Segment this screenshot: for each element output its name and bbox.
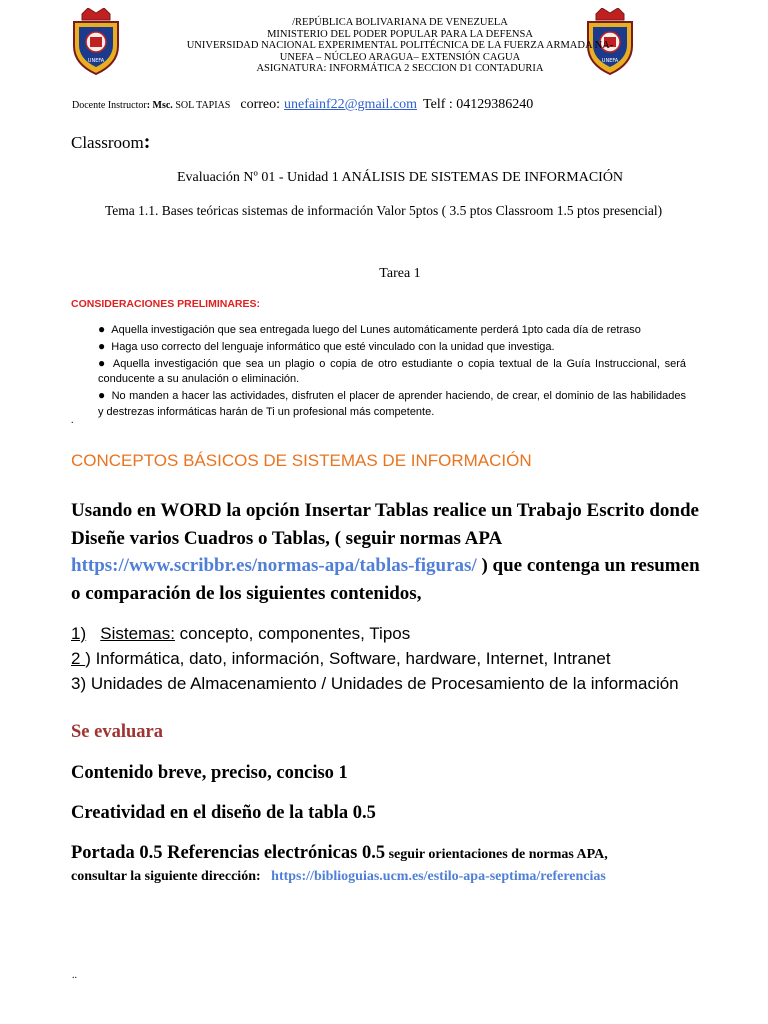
instructions-text-1: Usando en WORD la opción Insertar Tablas realice un Trabajo Escrito donde Diseñe varios Cuadros o Tablas, ( seguir normas APA — [71, 500, 699, 549]
instructions-text-2: ) que contenga un resumen o comparación de los siguientes contenidos, — [71, 555, 700, 604]
instructor-prefix: Docente Instructor — [72, 100, 147, 111]
email-link[interactable]: unefainf22@gmail.com — [284, 97, 418, 112]
apa-references-link[interactable]: https://biblioguias.ucm.es/estilo-apa-septima/referencias — [271, 869, 606, 884]
list-item: ● Haga uso correcto del lenguaje informático que esté vinculado con la unidad que investiga. — [98, 338, 555, 353]
considerations-list — [98, 322, 686, 421]
item-text: concepto, componentes, Tipos — [174, 624, 411, 643]
list-item — [71, 621, 727, 646]
list-item: ● Aquella investigación que sea un plagio o copia de otro estudiante o copia textual de la Guía Instruccional, será conducente a su anulación o eliminación. — [98, 355, 686, 386]
item-number: 2 — [71, 649, 86, 668]
svg-text:UNEFA: UNEFA — [601, 58, 619, 64]
criterion-cover-references — [71, 843, 608, 864]
instructor-title: : Msc. — [146, 100, 173, 111]
contents-list — [71, 621, 727, 696]
institution-header — [140, 17, 660, 75]
email-label: correo: — [240, 97, 281, 112]
section-title: CONCEPTOS BÁSICOS DE SISTEMAS DE INFORMACIÓN — [71, 451, 532, 470]
header-line: UNIVERSIDAD NACIONAL EXPERIMENTAL POLITÉCNICA DE LA FUERZA ARMADA NA- — [186, 40, 614, 51]
criterion-cover-text: Portada 0.5 Referencias electrónicas 0.5 — [71, 843, 386, 863]
university-crest-left — [68, 8, 124, 76]
header-line: UNEFA – NÚCLEO ARAGUA– EXTENSIÓN CAGUA — [279, 51, 521, 63]
header-line: MINISTERIO DEL PODER POPULAR PARA LA DEFENSA — [267, 28, 533, 40]
svg-text:UNEFA: UNEFA — [87, 58, 105, 64]
instructions-paragraph — [71, 497, 701, 607]
apa-tables-link[interactable]: https://www.scribbr.es/normas-apa/tablas-figuras/ — [71, 555, 477, 576]
instructor-name: SOL TAPIAS — [172, 100, 231, 111]
reference-line — [71, 869, 606, 885]
item-text: ) Informática, dato, información, Software, hardware, Internet, Intranet — [85, 649, 611, 668]
classroom-colon: : — [143, 131, 151, 153]
instructor-line — [72, 95, 533, 113]
header-line: /REPÚBLICA BOLIVARIANA DE VENEZUELA — [292, 17, 508, 28]
list-item: ● No manden a hacer las actividades, disfruten el placer de aprender haciendo, de crear, el dominio de las habilidades y destrezas informáticas harán de Ti un profesional más competente. — [98, 388, 687, 418]
criteria-title: Se evaluara — [71, 722, 163, 742]
criterion-content: Contenido breve, preciso, conciso 1 — [71, 763, 348, 783]
separator-dot: . — [71, 415, 74, 426]
bullet-icon: ● — [98, 322, 106, 336]
evaluation-topic: Tema 1.1. Bases teóricas sistemas de información Valor 5ptos ( 3.5 ptos Classroom 1.5 ptos presencial) — [105, 203, 663, 218]
bullet-icon: ● — [98, 338, 106, 353]
list-item: ● Aquella investigación que sea entregada luego del Lunes automáticamente perderá 1pto cada día de retraso — [98, 322, 641, 336]
bullet-icon: ● — [98, 388, 106, 403]
reference-label: consultar la siguiente dirección: — [71, 869, 261, 884]
evaluation-title: Evaluación Nº 01 - Unidad 1 ANÁLISIS DE SISTEMAS DE INFORMACIÓN — [176, 170, 624, 185]
header-line: ASIGNATURA: INFORMÁTICA 2 SECCION D1 CONTADURIA — [256, 63, 544, 74]
list-item — [71, 646, 727, 671]
bullet-icon: ● — [98, 355, 107, 370]
item-label: Sistemas: — [100, 624, 175, 643]
task-title: Tarea 1 — [379, 266, 421, 281]
phone: Telf : 04129386240 — [423, 97, 534, 112]
criterion-apa-note: seguir orientaciones de normas APA, — [385, 847, 608, 862]
considerations-title: CONSIDERACIONES PRELIMINARES: — [71, 298, 261, 310]
classroom-text: Classroom — [71, 133, 144, 152]
classroom-label — [71, 131, 150, 154]
item-number: 1) — [71, 624, 87, 643]
criterion-creativity: Creatividad en el diseño de la tabla 0.5 — [71, 803, 376, 823]
footer-dots: .. — [72, 970, 77, 981]
list-item: 3) Unidades de Almacenamiento / Unidades de Procesamiento de la información — [71, 674, 679, 693]
